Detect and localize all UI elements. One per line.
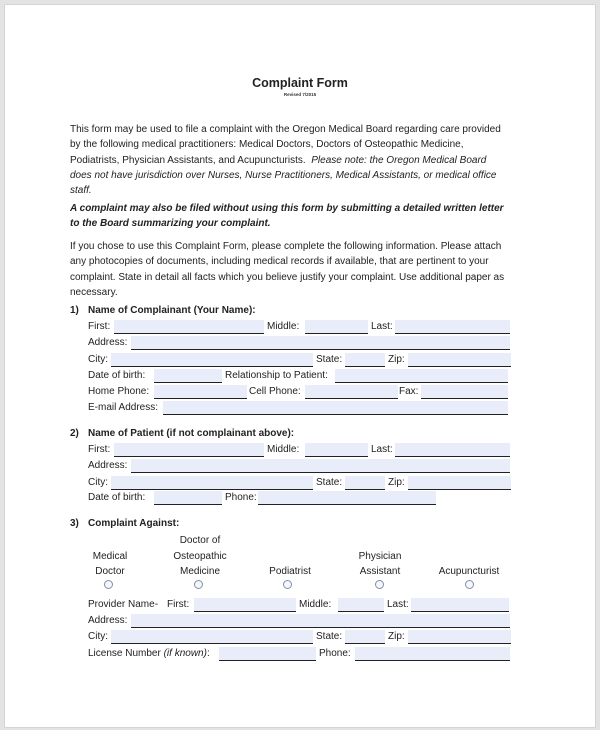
s2-first-label: First:	[88, 444, 111, 455]
s1-home-phone-label: Home Phone:	[88, 386, 150, 397]
s1-zip-label: Zip:	[388, 354, 405, 365]
s1-middle-field[interactable]	[305, 320, 368, 334]
form-title: Complaint Form	[252, 76, 348, 90]
option-medical-doctor-label	[65, 533, 155, 580]
s2-city-label: City:	[88, 477, 108, 488]
option-line	[245, 549, 335, 565]
s3-state-label: State:	[316, 631, 343, 642]
s2-address-field[interactable]	[131, 459, 510, 473]
option-line: Doctor of	[179, 535, 221, 546]
s2-state-field[interactable]	[345, 476, 385, 490]
s3-provider-name-label: Provider Name-	[88, 599, 159, 610]
s1-relationship-label: Relationship to Patient:	[225, 370, 328, 381]
s3-first-label: First:	[167, 599, 190, 610]
option-line: Doctor	[95, 566, 125, 577]
s1-home-phone-field[interactable]	[154, 385, 247, 399]
option-line	[65, 533, 155, 549]
s2-zip-label: Zip:	[388, 477, 405, 488]
s1-dob-label: Date of birth:	[88, 370, 146, 381]
section3-heading	[70, 518, 179, 529]
s3-middle-label: Middle:	[299, 599, 332, 610]
s1-city-field[interactable]	[111, 353, 313, 367]
license-label-italic: (if known)	[163, 648, 207, 659]
section2-number: 2)	[70, 428, 79, 439]
section2-heading	[70, 428, 294, 439]
option-line: Medical	[92, 550, 128, 562]
section3-title: Complaint Against:	[88, 518, 180, 529]
s2-last-field[interactable]	[395, 443, 510, 457]
radio-physician-assistant[interactable]	[375, 580, 384, 589]
license-label-colon: :	[206, 648, 210, 659]
s1-city-label: City:	[88, 354, 108, 365]
s3-zip-field[interactable]	[408, 630, 511, 644]
s3-city-label: City:	[88, 631, 108, 642]
s3-license-field[interactable]	[219, 647, 316, 661]
s3-address-label: Address:	[88, 615, 128, 626]
s2-address-label: Address:	[88, 460, 128, 471]
s3-last-field[interactable]	[411, 598, 509, 612]
section1-heading	[70, 305, 256, 316]
option-line: Medicine	[179, 566, 221, 577]
s1-email-label: E-mail Address:	[88, 402, 159, 413]
intro-note: Please note: the Oregon Medical Board does not have jurisdiction over Nurses, Nurse Practitioners, Medical Assistants, or medical office staff.	[70, 154, 497, 197]
s1-fax-label: Fax:	[399, 386, 419, 397]
s2-dob-label: Date of birth:	[88, 492, 146, 503]
radio-acupuncturist[interactable]	[465, 580, 474, 589]
intro-paragraph	[70, 122, 510, 198]
s2-last-label: Last:	[371, 444, 393, 455]
alternate-note: A complaint may also be filed without using this form by submitting a detailed written letter to the Board summarizing your complaint.	[70, 203, 504, 230]
s1-relationship-field[interactable]	[335, 369, 508, 383]
option-line: Osteopathic	[173, 550, 227, 562]
option-line	[335, 533, 425, 549]
section3-number: 3)	[70, 518, 79, 529]
s1-email-field[interactable]	[163, 401, 508, 415]
s2-dob-field[interactable]	[154, 491, 222, 505]
section2-title: Name of Patient (if not complainant above):	[88, 428, 295, 439]
option-line: Physician	[358, 550, 402, 562]
s3-license-label	[88, 648, 210, 659]
s1-address-field[interactable]	[131, 336, 510, 350]
s3-phone-label: Phone:	[319, 648, 351, 659]
option-line	[245, 533, 335, 549]
s3-zip-label: Zip:	[388, 631, 405, 642]
s3-middle-field[interactable]	[338, 598, 384, 612]
s2-middle-label: Middle:	[267, 444, 300, 455]
radio-medical-doctor[interactable]	[104, 580, 113, 589]
s2-phone-label: Phone:	[225, 492, 257, 503]
s1-last-field[interactable]	[395, 320, 510, 334]
s1-middle-label: Middle:	[267, 321, 300, 332]
option-osteopathic-label	[155, 533, 245, 580]
option-line	[424, 549, 514, 565]
radio-osteopathic[interactable]	[194, 580, 203, 589]
s1-zip-field[interactable]	[408, 353, 511, 367]
s2-state-label: State:	[316, 477, 343, 488]
s1-address-label: Address:	[88, 337, 128, 348]
option-acupuncturist-label	[424, 533, 514, 580]
radio-podiatrist[interactable]	[283, 580, 292, 589]
option-line: Podiatrist	[269, 566, 311, 577]
option-podiatrist-label	[245, 533, 335, 580]
s1-state-field[interactable]	[345, 353, 385, 367]
s2-zip-field[interactable]	[408, 476, 511, 490]
s3-city-field[interactable]	[111, 630, 313, 644]
section1-number: 1)	[70, 305, 79, 316]
option-line: Assistant	[359, 566, 401, 577]
s3-address-field[interactable]	[131, 614, 510, 628]
instructions-paragraph: If you chose to use this Complaint Form, please complete the following information. Please attach any photocopies of documents, including medical records if available, that are pertinent to your complaint. State in detail all facts which you believe justify your complaint. Use additional paper as necessary.	[70, 241, 505, 298]
s3-first-field[interactable]	[194, 598, 296, 612]
s1-state-label: State:	[316, 354, 343, 365]
option-line	[424, 533, 514, 549]
intro-text: This form may be used to file a complaint with the Oregon Medical Board regarding care provided by the following medical practitioners: Medical Doctors, Doctors of Osteopathic Medicine, Podiatrists, Physician Assistants, and Acupuncturists.	[70, 124, 501, 166]
s3-last-label: Last:	[387, 599, 409, 610]
s2-first-field[interactable]	[114, 443, 264, 457]
section1-title: Name of Complainant (Your Name):	[88, 305, 256, 316]
s1-cell-phone-field[interactable]	[305, 385, 398, 399]
s3-state-field[interactable]	[345, 630, 385, 644]
option-line: Acupuncturist	[438, 566, 500, 577]
s2-phone-field[interactable]	[258, 491, 436, 505]
s1-dob-field[interactable]	[154, 369, 222, 383]
s1-cell-phone-label: Cell Phone:	[249, 386, 301, 397]
s1-fax-field[interactable]	[421, 385, 508, 399]
s2-middle-field[interactable]	[305, 443, 368, 457]
s1-first-field[interactable]	[114, 320, 264, 334]
s1-last-label: Last:	[371, 321, 393, 332]
s2-city-field[interactable]	[111, 476, 313, 490]
revised-date: Revised 7/2015	[283, 92, 317, 97]
s3-phone-field[interactable]	[355, 647, 510, 661]
option-physician-assistant-label	[335, 533, 425, 580]
license-label-text: License Number	[88, 648, 164, 659]
s1-first-label: First:	[88, 321, 111, 332]
